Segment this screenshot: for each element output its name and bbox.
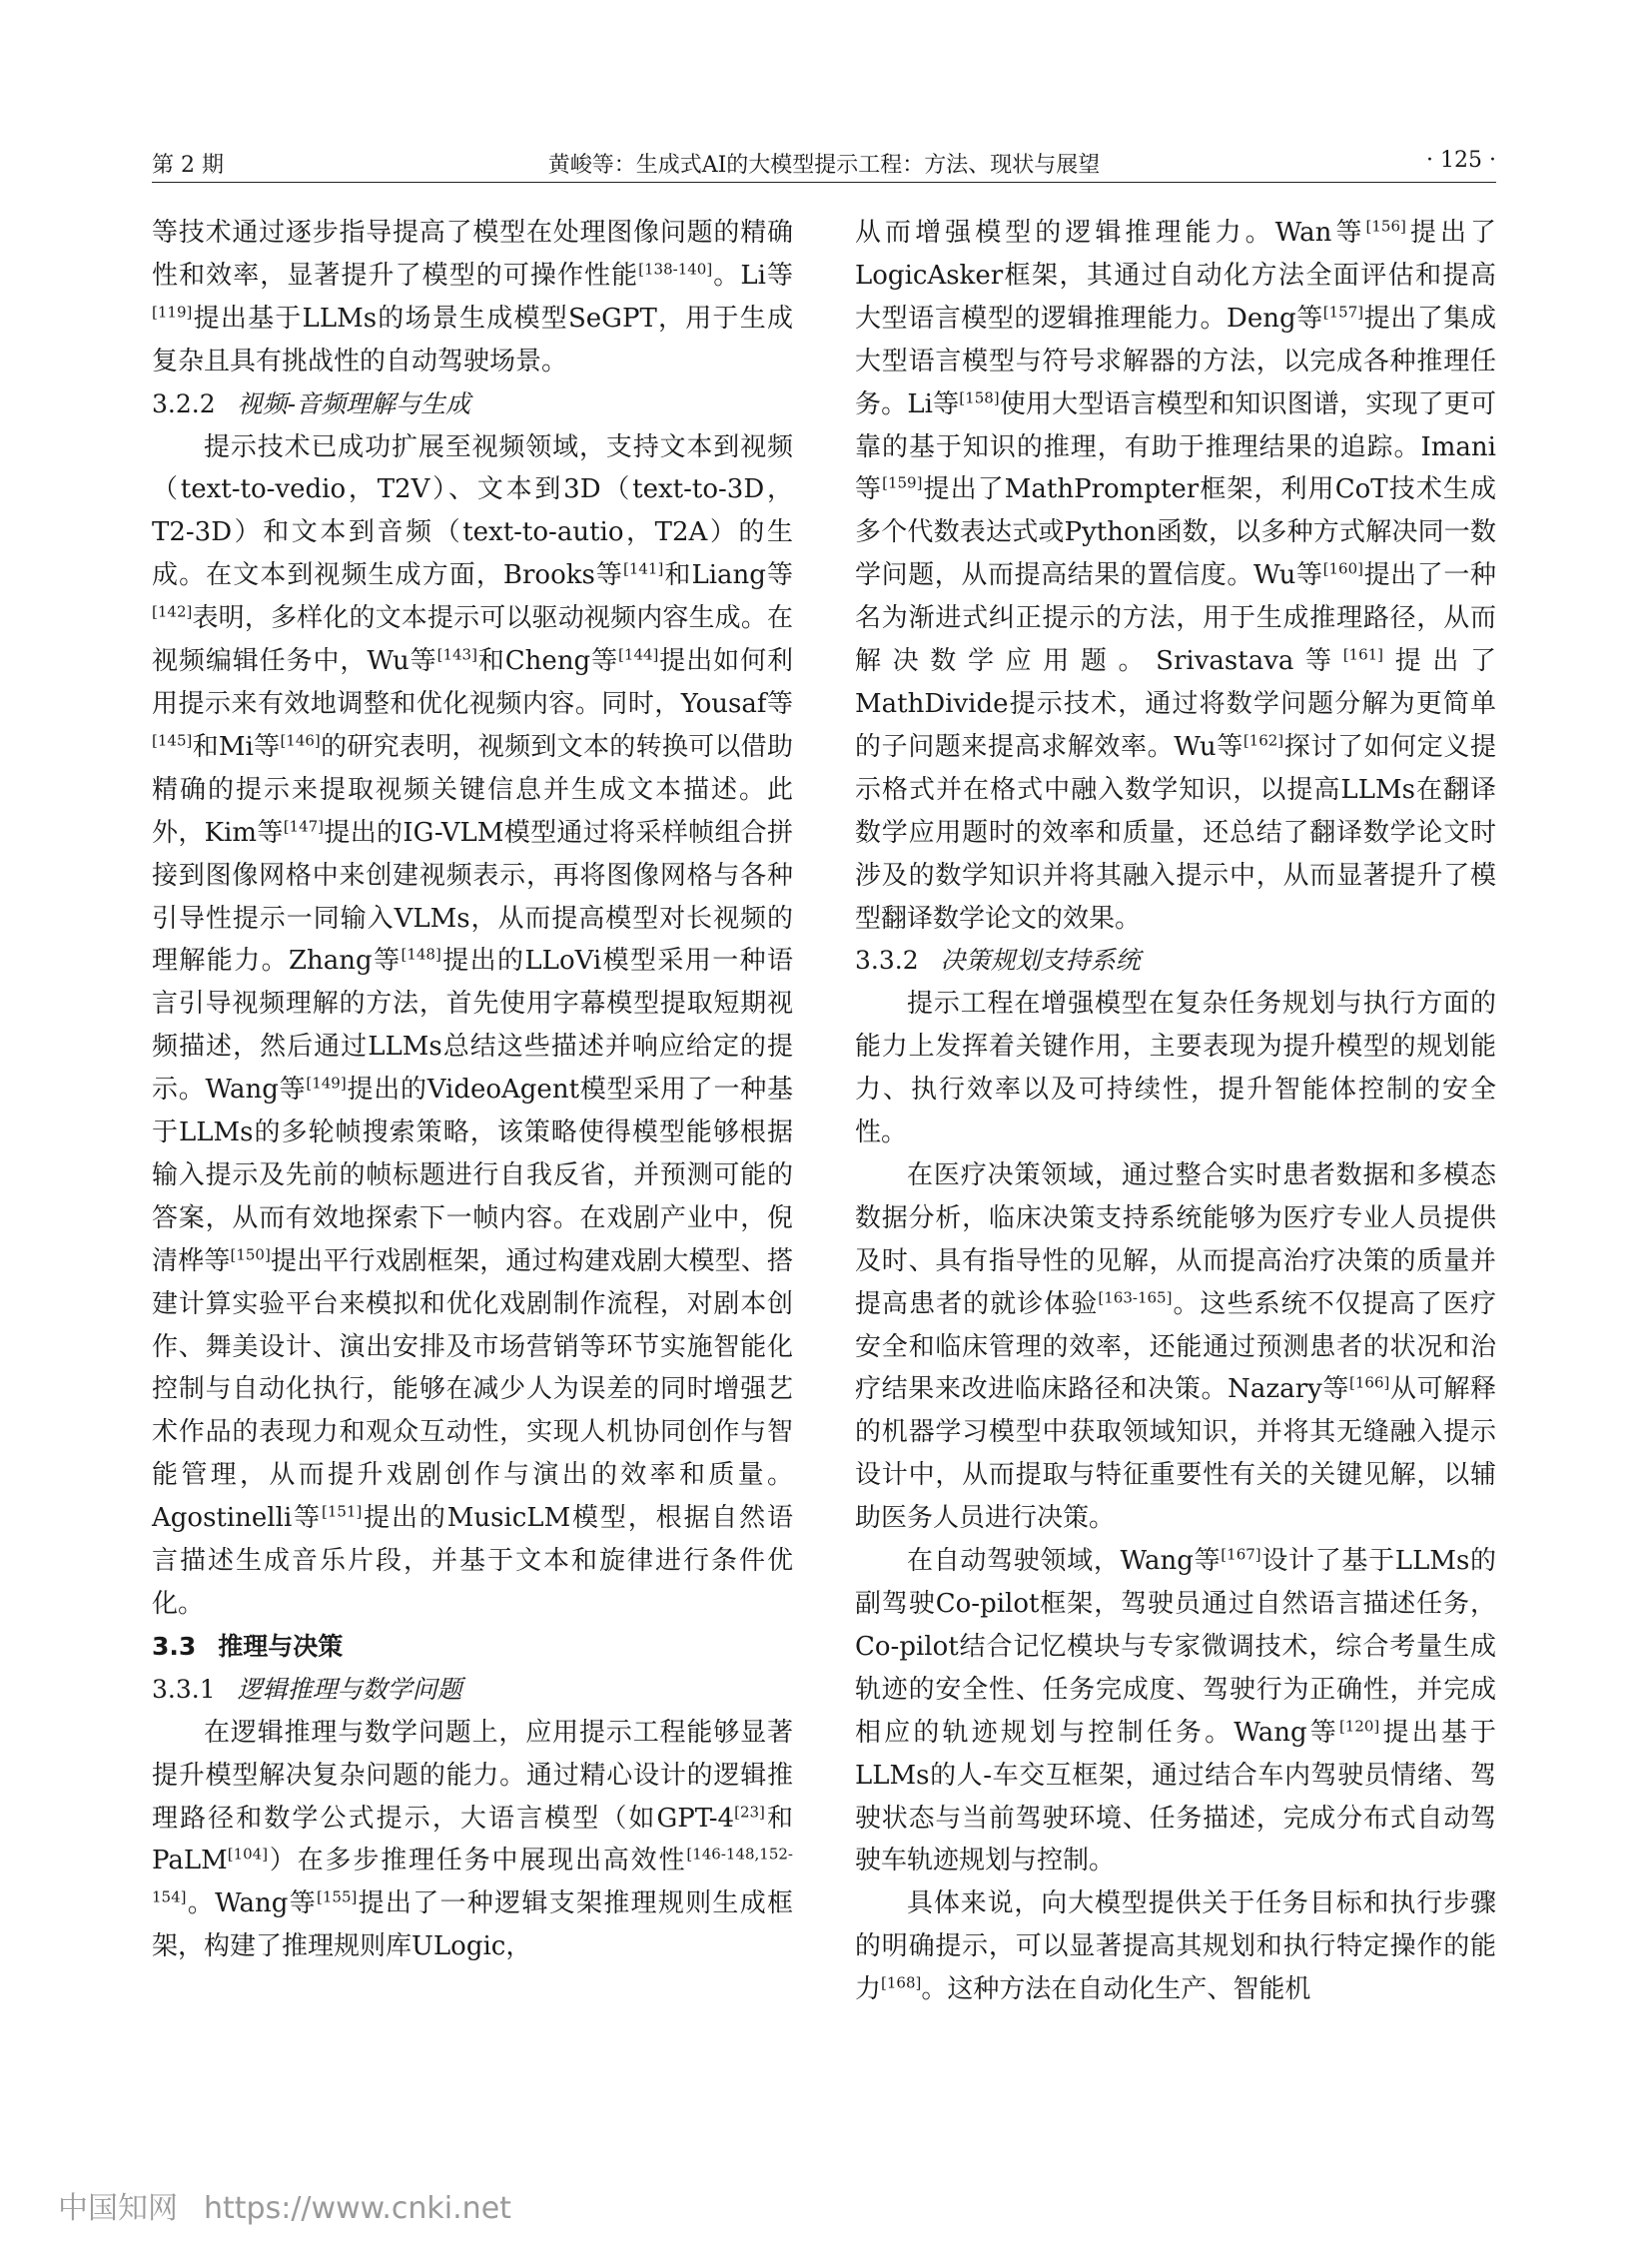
citation: [155] bbox=[317, 1887, 358, 1906]
paragraph: 在医疗决策领域，通过整合实时患者数据和多模态数据分析，临床决策支持系统能够为医疗专业人员提供及时、具有指导性的见解，从而提高治疗决策的质量并提高患者的就诊体验[163-165]。这些系统不仅提高了医疗安全和临床管理的效率，还能通过预测患者的状况和治疗结果来改进临床路径和决策。Nazary等[166]从可解释的机器学习模型中获取领域知识，并将其无缝融入提示设计中，从而提取与特征重要性有关的关键见解，以辅助医务人员进行决策。 bbox=[855, 1159, 1496, 1534]
watermark bbox=[58, 2183, 511, 2227]
page-number: · 125 · bbox=[1426, 148, 1496, 173]
citation: [145] bbox=[152, 731, 193, 750]
citation: [166] bbox=[1349, 1373, 1390, 1392]
citation: [23] bbox=[734, 1802, 765, 1821]
citation: [142] bbox=[152, 602, 193, 621]
citation: [168] bbox=[881, 1973, 922, 1992]
citation: [141] bbox=[622, 559, 664, 578]
citation: [144] bbox=[618, 645, 659, 664]
watermark-brand: 中国知网 bbox=[58, 2191, 178, 2226]
citation: [162] bbox=[1242, 731, 1284, 750]
citation: [104] bbox=[227, 1845, 269, 1864]
paragraph: 从而增强模型的逻辑推理能力。Wan等[156]提出了LogicAsker框架，其通过自动化方法全面评估和提高大型语言模型的逻辑推理能力。Deng等[157]提出了集成大型语言模型与符号求解器的方法，以完成各种推理任务。Li等[158]使用大型语言模型和知识图谱，实现了更可靠的基于知识的推理，有助于推理结果的追踪。Imani等[159]提出了MathPrompter框架，利用CoT技术生成多个代数表达式或Python函数，以多种方式解决同一数学问题，从而提高结果的置信度。Wu等[160]提出了一种名为渐进式纠正提示的方法，用于生成推理路径，从而解决数学应用题。Srivastava等[161]提出了MathDivide提示技术，通过将数学问题分解为更简单的子问题来提高求解效率。Wu等[162]探讨了如何定义提示格式并在格式中融入数学知识，以提高LLMs在翻译数学应用题时的效率和质量，还总结了翻译数学论文时涉及的数学知识并将其融入提示中，从而显著提升了模型翻译数学论文的效果。 bbox=[855, 217, 1496, 934]
citation: [167] bbox=[1221, 1545, 1261, 1564]
citation: [157] bbox=[1322, 303, 1364, 322]
subsection-heading bbox=[152, 1669, 793, 1712]
citation: [119] bbox=[152, 303, 193, 322]
paragraph: 具体来说，向大模型提供关于任务目标和执行步骤的明确提示，可以显著提高其规划和执行特定操作的能力[168]。这种方法在自动化生产、智能机 bbox=[855, 1888, 1496, 2005]
citation: [149] bbox=[306, 1074, 347, 1093]
citation: [143] bbox=[436, 645, 477, 664]
paragraph: 提示工程在增强模型在复杂任务规划与执行方面的能力上发挥着关键作用，主要表现为提升模型的规划能力、执行效率以及可持续性，提升智能体控制的安全性。 bbox=[855, 989, 1496, 1148]
watermark-url[interactable]: https://www.cnki.net bbox=[204, 2191, 511, 2226]
citation: [147] bbox=[283, 817, 325, 836]
section-title: 决策规划支持系统 bbox=[940, 946, 1141, 976]
left-column bbox=[152, 212, 793, 1968]
citation: [156] bbox=[1365, 217, 1406, 236]
section-number: 3.3.2 bbox=[855, 946, 919, 976]
paragraph: 提示技术已成功扩展至视频领域，支持文本到视频（text-to-vedio，T2V）、文本到3D（text-to-3D，T2-3D）和文本到音频（text-to-autio，T2A）的生成。在文本到视频生成方面，Brooks等[141]和Liang等[142]表明，多样化的文本提示可以驱动视频内容生成。在视频编辑任务中，Wu等[143]和Cheng等[144]提出如何利用提示来有效地调整和优化视频内容。同时，Yousaf等[145]和Mi等[146]的研究表明，视频到文本的转换可以借助精确的提示来提取视频关键信息并生成文本描述。此外，Kim等[147]提出的IG-VLM模型通过将采样帧组合拼接到图像网格中来创建视频表示，再将图像网格与各种引导性提示一同输入VLMs，从而提高模型对长视频的理解能力。Zhang等[148]提出的LLoVi模型采用一种语言引导视频理解的方法，首先使用字幕模型提取短期视频描述，然后通过LLMs总结这些描述并响应给定的提示。Wang等[149]提出的VideoAgent模型采用了一种基于LLMs的多轮帧搜索策略，该策略使得模型能够根据输入提示及先前的帧标题进行自我反省，并预测可能的答案，从而有效地探索下一帧内容。在戏剧产业中，倪清桦等[150]提出平行戏剧框架，通过构建戏剧大模型、搭建计算实验平台来模拟和优化戏剧制作流程，对剧本创作、舞美设计、演出安排及市场营销等环节实施智能化控制与自动化执行，能够在减少人为误差的同时增强艺术作品的表现力和观众互动性，实现人机协同创作与智能管理，从而提升戏剧创作与演出的效率和质量。Agostinelli等[151]提出的MusicLM模型，根据自然语言描述生成音乐片段，并基于文本和旋律进行条件优化。 bbox=[152, 431, 794, 1619]
citation: [120] bbox=[1338, 1717, 1380, 1736]
section-number: 3.3 bbox=[152, 1631, 197, 1661]
citation: [158] bbox=[959, 387, 1000, 406]
section-title: 视频-音频理解与生成 bbox=[237, 388, 471, 418]
citation: [146-148,152-154] bbox=[152, 1845, 793, 1906]
running-header bbox=[152, 148, 1496, 184]
citation: [138-140] bbox=[638, 260, 713, 279]
citation: [161] bbox=[1342, 645, 1384, 664]
citation: [163-165] bbox=[1098, 1288, 1173, 1306]
section-title: 推理与决策 bbox=[218, 1631, 344, 1661]
subsection-heading bbox=[855, 940, 1496, 983]
citation: [160] bbox=[1322, 559, 1363, 578]
header-rule bbox=[152, 182, 1496, 183]
paragraph: 等技术通过逐步指导提高了模型在处理图像问题的精确性和效率，显著提升了模型的可操作性能[138-140]。Li等[119]提出基于LLMs的场景生成模型SeGPT，用于生成复杂且具有挑战性的自动驾驶场景。 bbox=[152, 218, 793, 376]
citation: [148] bbox=[401, 945, 441, 964]
section-number: 3.3.1 bbox=[152, 1674, 216, 1704]
paragraph: 在逻辑推理与数学问题上，应用提示工程能够显著提升模型解决复杂问题的能力。通过精心设计的逻辑推理路径和数学公式提示，大语言模型（如GPT-4[23]和PaLM[104]）在多步推理任务中展现出高效性[146-148,152-154]。Wang等[155]提出了一种逻辑支架推理规则生成框架，构建了推理规则库ULogic， bbox=[152, 1717, 793, 1962]
citation: [151] bbox=[321, 1502, 363, 1521]
citation: [146] bbox=[280, 731, 321, 750]
right-column bbox=[855, 212, 1496, 2011]
citation: [159] bbox=[882, 473, 923, 492]
journal-issue: 第 2 期 bbox=[152, 153, 224, 178]
section-title: 逻辑推理与数学问题 bbox=[237, 1674, 462, 1704]
paragraph: 在自动驾驶领域，Wang等[167]设计了基于LLMs的副驾驶Co-pilot框架，驾驶员通过自然语言描述任务，Co-pilot结合记忆模块与专家微调技术，综合考量生成轨迹的安全性、任务完成度、驾驶行为正确性，并完成相应的轨迹规划与控制任务。Wang等[120]提出基于LLMs的人-车交互框架，通过结合车内驾驶员情绪、驾驶状态与当前驾驶环境、任务描述，完成分布式自动驾驶车轨迹规划与控制。 bbox=[855, 1545, 1496, 1876]
subsection-heading bbox=[152, 383, 793, 426]
running-title: 黄峻等：生成式AI的大模型提示工程：方法、现状与展望 bbox=[547, 153, 1101, 178]
section-heading bbox=[152, 1626, 793, 1669]
section-number: 3.2.2 bbox=[152, 388, 216, 418]
citation: [150] bbox=[230, 1245, 271, 1264]
